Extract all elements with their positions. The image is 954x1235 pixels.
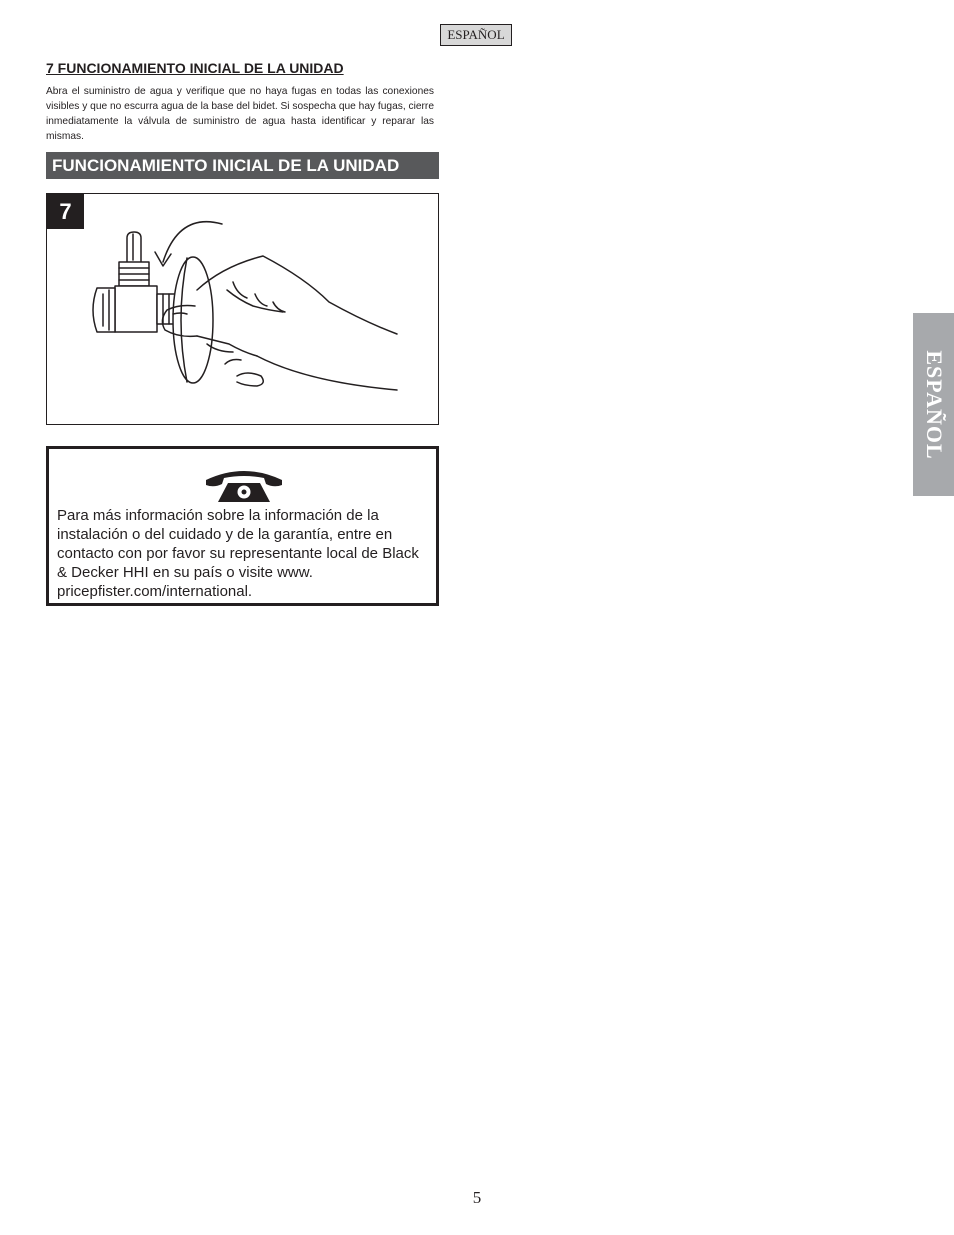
figure-box: [46, 193, 439, 425]
telephone-icon: [204, 466, 284, 504]
language-tag: ESPAÑOL: [440, 24, 512, 46]
step-heading: 7 FUNCIONAMIENTO INICIAL DE LA UNIDAD: [46, 60, 344, 76]
contact-info-text: Para más información sobre la información de la instalación o del cuidado y de la garantía, entre en contacto con por favor su representante local de Black & Decker HHI en su país o visite www. pricepfister.com/international.: [57, 507, 419, 600]
step-instructions: Abra el suministro de agua y verifique que no haya fugas en todas las conexiones visibles y que no escurra agua de la base del bidet. Si sospecha que hay fugas, cierre inmediatamente la válvula de suministro de agua hasta identificar y reparar las mismas.: [46, 86, 434, 142]
valve-hand-illustration: [47, 194, 437, 423]
language-side-tab: [913, 313, 954, 496]
page-number: 5: [472, 1188, 482, 1207]
figure-number: 7: [47, 194, 84, 229]
info-box: [46, 446, 439, 606]
section-title-bar: FUNCIONAMIENTO INICIAL DE LA UNIDAD: [46, 152, 439, 179]
side-tab-label: ESPAÑOL: [921, 349, 947, 460]
